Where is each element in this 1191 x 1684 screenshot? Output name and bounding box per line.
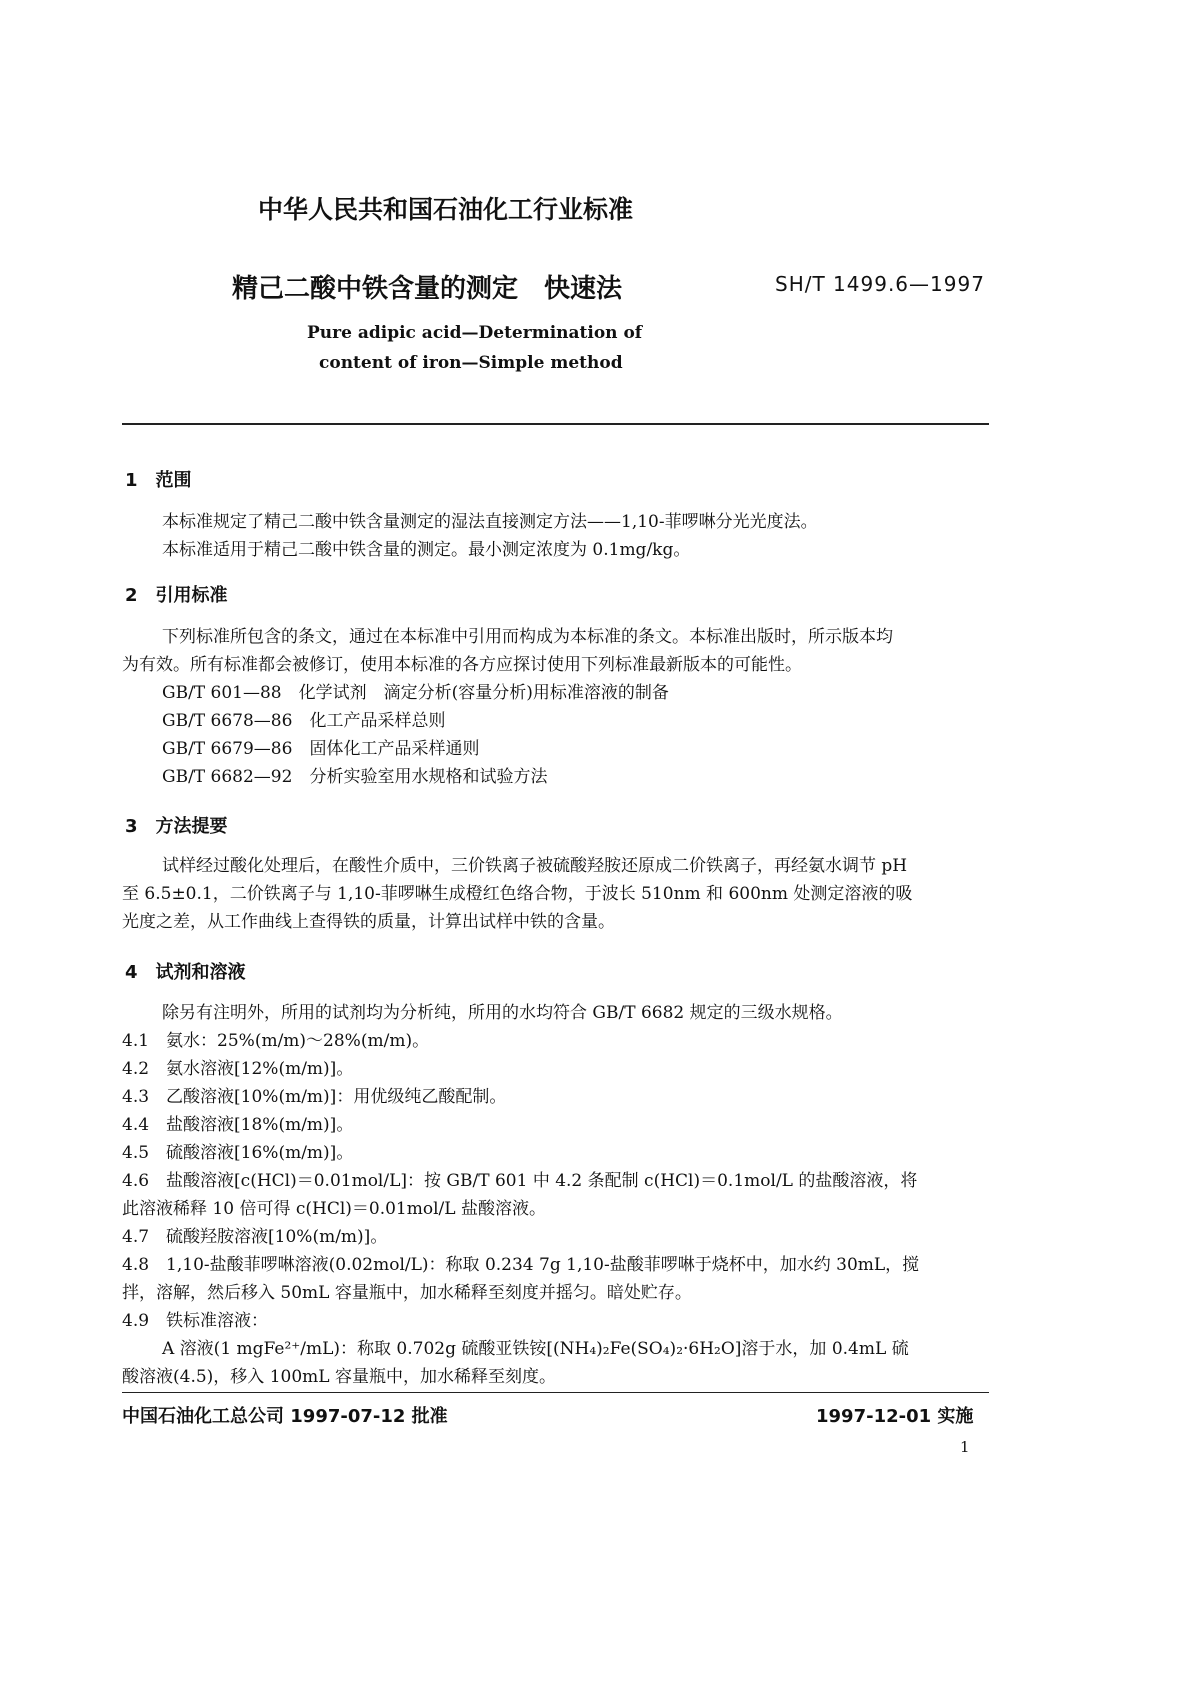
- section-3-line-3: 光度之差，从工作曲线上查得铁的质量，计算出试样中铁的含量。: [122, 912, 615, 932]
- approval-note: 中国石油化工总公司 1997-07-12 批准: [122, 1406, 448, 1427]
- section-1-paragraph-2: 本标准适用于精己二酸中铁含量的测定。最小测定浓度为 0.1mg/kg。: [162, 540, 691, 560]
- solution-a-line-2: 酸溶液(4.5)，移入 100mL 容量瓶中，加水稀释至刻度。: [122, 1367, 556, 1387]
- section-1-paragraph-1: 本标准规定了精己二酸中铁含量测定的湿法直接测定方法——1,10-菲啰啉分光光度法。: [162, 512, 818, 532]
- section-2-heading: 2 引用标准: [125, 585, 228, 606]
- item-4-2: 4.2 氨水溶液[12%(m/m)]。: [122, 1059, 354, 1079]
- item-4-6-line-1: 4.6 盐酸溶液[c(HCl)＝0.01mol/L]：按 GB/T 601 中 4.2 条配制 c(HCl)＝0.1mol/L 的盐酸溶液，将: [122, 1171, 918, 1191]
- section-2-paragraph-line-1: 下列标准所包含的条文，通过在本标准中引用而构成为本标准的条文。本标准出版时，所示版本均: [162, 627, 893, 647]
- footer-divider: [122, 1392, 989, 1393]
- item-4-1: 4.1 氨水：25%(m/m)～28%(m/m)。: [122, 1031, 430, 1051]
- implementation-date: 1997-12-01 实施: [816, 1406, 974, 1427]
- section-3-line-2: 至 6.5±0.1，二价铁离子与 1,10-菲啰啉生成橙红色络合物，于波长 510nm 和 600nm 处测定溶液的吸: [122, 884, 913, 904]
- reference-standard: GB/T 601—88 化学试剂 滴定分析(容量分析)用标准溶液的制备: [162, 683, 669, 703]
- header-divider: [122, 423, 989, 425]
- section-3-line-1: 试样经过酸化处理后，在酸性介质中，三价铁离子被硫酸羟胺还原成二价铁离子，再经氨水调节 pH: [162, 856, 908, 876]
- item-4-7: 4.7 硫酸羟胺溶液[10%(m/m)]。: [122, 1227, 388, 1247]
- reference-standard: GB/T 6679—86 固体化工产品采样通则: [162, 739, 480, 759]
- section-4-heading: 4 试剂和溶液: [125, 962, 246, 983]
- section-2-paragraph-line-2: 为有效。所有标准都会被修订，使用本标准的各方应探讨使用下列标准最新版本的可能性。: [122, 655, 802, 675]
- item-4-3: 4.3 乙酸溶液[10%(m/m)]：用优级纯乙酸配制。: [122, 1087, 507, 1107]
- standard-code: SH/T 1499.6—1997: [775, 272, 985, 296]
- reference-standard: GB/T 6682—92 分析实验室用水规格和试验方法: [162, 767, 548, 787]
- section-1-heading: 1 范围: [125, 470, 192, 491]
- doc-title: 精己二酸中铁含量的测定 快速法: [232, 274, 623, 304]
- page-number: 1: [960, 1438, 970, 1456]
- english-title-line-1: Pure adipic acid—Determination of: [307, 323, 643, 343]
- item-4-5: 4.5 硫酸溶液[16%(m/m)]。: [122, 1143, 354, 1163]
- org-title: 中华人民共和国石油化工行业标准: [258, 195, 634, 224]
- section-3-heading: 3 方法提要: [125, 816, 228, 837]
- item-4-8-line-2: 拌，溶解，然后移入 50mL 容量瓶中，加水稀释至刻度并摇匀。暗处贮存。: [122, 1283, 692, 1303]
- item-4-8-line-1: 4.8 1,10-盐酸菲啰啉溶液(0.02mol/L)：称取 0.234 7g 1,10-盐酸菲啰啉于烧杯中，加水约 30mL，搅: [122, 1255, 920, 1275]
- solution-a-line-1: A 溶液(1 mgFe²⁺/mL)：称取 0.702g 硫酸亚铁铵[(NH₄)₂Fe(SO₄)₂·6H₂O]溶于水，加 0.4mL 硫: [162, 1339, 909, 1359]
- section-4-intro: 除另有注明外，所用的试剂均为分析纯，所用的水均符合 GB/T 6682 规定的三级水规格。: [162, 1003, 843, 1023]
- item-4-4: 4.4 盐酸溶液[18%(m/m)]。: [122, 1115, 354, 1135]
- item-4-9: 4.9 铁标准溶液：: [122, 1311, 269, 1331]
- reference-standard: GB/T 6678—86 化工产品采样总则: [162, 711, 446, 731]
- english-title-line-2: content of iron—Simple method: [319, 353, 623, 373]
- item-4-6-line-2: 此溶液稀释 10 倍可得 c(HCl)＝0.01mol/L 盐酸溶液。: [122, 1199, 546, 1219]
